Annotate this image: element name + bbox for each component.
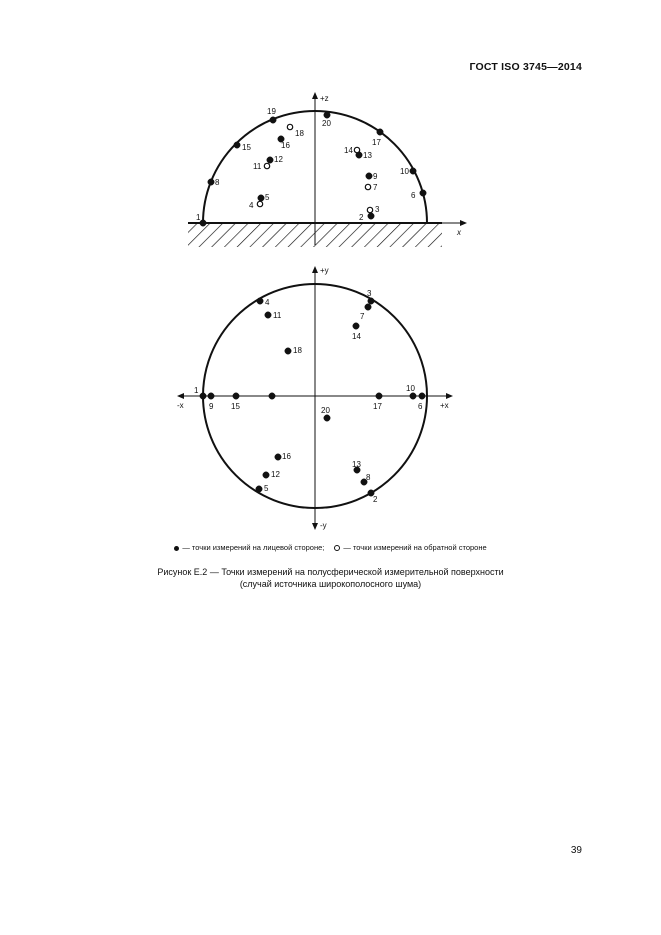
elevation-point-marker [200, 220, 206, 226]
filled-dot-icon [174, 546, 179, 551]
elevation-point-marker [377, 129, 383, 135]
elevation-point-marker [354, 147, 359, 152]
caption-line-1: Рисунок Е.2 — Точки измерений на полусферической измерительной поверхности [157, 567, 504, 577]
z-axis-arrow [312, 92, 318, 99]
elevation-point-marker [270, 117, 276, 123]
elevation-point-marker [366, 173, 372, 179]
elevation-point-marker [367, 207, 372, 212]
elevation-point-marker [365, 184, 370, 189]
plan-point-label: 12 [271, 470, 280, 479]
elevation-point-label: 13 [363, 151, 372, 160]
elevation-point-label: 8 [215, 178, 220, 187]
elevation-point-marker [234, 142, 240, 148]
elevation-point-marker [208, 179, 214, 185]
legend [0, 543, 661, 552]
plan-point-marker [419, 393, 425, 399]
plan-point-label: 15 [231, 402, 240, 411]
pos-x-label: +x [440, 401, 449, 410]
x-axis-top-arrow [460, 220, 467, 226]
plan-point-marker [410, 393, 416, 399]
plan-point-marker [368, 298, 374, 304]
caption-line-2: (случай источника широкополосного шума) [239, 579, 422, 589]
elevation-point-label: 5 [265, 193, 270, 202]
elevation-point-label: 20 [322, 119, 331, 128]
elevation-point-label: 12 [274, 155, 283, 164]
neg-y-label: -y [320, 521, 327, 530]
neg-x-label: -x [177, 401, 184, 410]
plan-point-label: 1 [194, 386, 199, 395]
y-axis-top-arrow [312, 266, 318, 273]
plan-point-label: 10 [406, 384, 415, 393]
plan-point-marker [208, 393, 214, 399]
elevation-point-marker [324, 112, 330, 118]
plan-point-marker [285, 348, 291, 354]
elevation-point-label: 15 [242, 143, 251, 152]
elevation-point-label: 18 [295, 129, 304, 138]
plan-point-marker [265, 312, 271, 318]
plan-point-marker [376, 393, 382, 399]
plan-point-label: 9 [209, 402, 214, 411]
plan-point-label: 11 [273, 311, 282, 320]
plan-point-marker [200, 393, 206, 399]
plan-point-marker [256, 486, 262, 492]
elevation-point-label: 9 [373, 172, 378, 181]
elevation-point-marker [267, 157, 273, 163]
page-number: 39 [570, 845, 582, 856]
elevation-point-label: 10 [400, 167, 409, 176]
elevation-point-marker [257, 201, 262, 206]
x-axis-label-top: x [457, 228, 461, 237]
plan-point-label: 2 [373, 495, 378, 504]
plan-point-marker [233, 393, 239, 399]
elevation-point-label: 11 [253, 162, 262, 171]
x-axis-right-arrow [446, 393, 453, 399]
plan-point-label: 4 [265, 298, 270, 307]
y-axis-bottom-arrow [312, 523, 318, 530]
plan-point-marker [269, 393, 275, 399]
elevation-point-label: 6 [411, 191, 416, 200]
elevation-point-marker [264, 163, 269, 168]
elevation-point-label: 2 [359, 213, 364, 222]
hollow-dot-icon [334, 545, 340, 551]
legend-back: — точки измерений на обратной стороне [343, 543, 487, 552]
elevation-point-marker [287, 124, 292, 129]
elevation-point-label: 1 [196, 213, 201, 222]
plan-point-label: 8 [366, 473, 371, 482]
elevation-point-label: 4 [249, 201, 254, 210]
elevation-point-marker [420, 190, 426, 196]
elevation-point-label: 14 [344, 146, 353, 155]
elevation-point-marker [368, 213, 374, 219]
plan-point-marker [275, 454, 281, 460]
elevation-point-marker [258, 195, 264, 201]
plan-point-label: 16 [282, 452, 291, 461]
plan-point-label: 17 [373, 402, 382, 411]
plan-point-label: 5 [264, 484, 269, 493]
plan-point-label: 13 [352, 460, 361, 469]
x-axis-left-arrow [177, 393, 184, 399]
plan-point-label: 18 [293, 346, 302, 355]
elevation-point-marker [410, 168, 416, 174]
plan-point-marker [353, 323, 359, 329]
pos-y-label: +y [320, 266, 329, 275]
elevation-point-label: 17 [372, 138, 381, 147]
standard-header: ГОСТ ISO 3745—2014 [469, 61, 582, 73]
elevation-point-label: 7 [373, 183, 378, 192]
elevation-point-label: 3 [375, 205, 380, 214]
plan-point-marker [365, 304, 371, 310]
plan-point-label: 3 [367, 289, 372, 298]
elevation-point-label: 19 [267, 107, 276, 116]
plan-point-label: 14 [352, 332, 361, 341]
plan-point-marker [257, 298, 263, 304]
figure-caption [0, 566, 661, 590]
legend-front: — точки измерений на лицевой стороне; [182, 543, 325, 552]
plan-point-marker [263, 472, 269, 478]
plan-point-marker [324, 415, 330, 421]
plan-point-label: 7 [360, 312, 365, 321]
plan-point-label: 6 [418, 402, 423, 411]
plan-point-label: 20 [321, 406, 330, 415]
elevation-point-label: 16 [281, 141, 290, 150]
z-axis-label: +z [320, 94, 329, 103]
elevation-points [196, 107, 426, 226]
